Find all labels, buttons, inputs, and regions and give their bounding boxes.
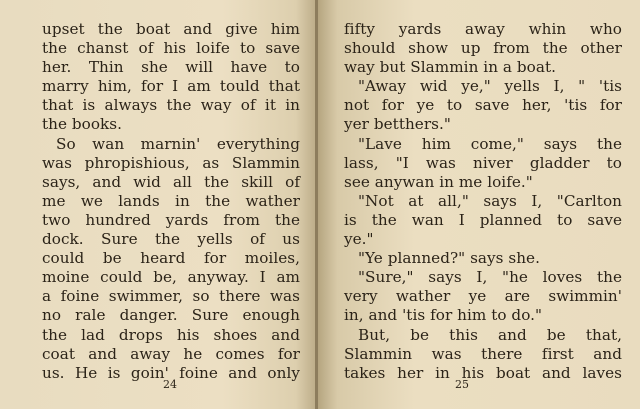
right-line-4: "Away wid ye," yells I, " 'tis [358,77,622,96]
left-line-1: upset the boat and give him [42,20,300,38]
right-line-3: way but Slammin in a boat. [344,58,556,77]
right-line-1: fifty yards away whin who [344,20,622,38]
left-line-2: the chanst of his loife to save [42,39,300,58]
left-page-text [42,20,300,383]
left-page-number: 24 [163,378,177,391]
right-page-number: 25 [455,378,469,391]
left-line-5: that is always the way of it in [42,96,300,115]
right-line-10: "Not at all," says I, "Carlton [358,191,622,210]
right-line-9: see anywan in me loife." [344,172,533,191]
right-line-17: But, be this and be that, [358,325,622,344]
left-line-4: marry him, for I am tould that [42,77,300,96]
left-line-18: coat and away he comes for [42,344,300,363]
left-line-11: two hundred yards from the [42,210,300,229]
right-line-19: takes her in his boat and laves [344,363,622,382]
left-line-17: the lad drops his shoes and [42,325,300,344]
left-line-8: was phropishious, as Slammin [42,153,300,172]
left-line-6: the books. [42,115,123,134]
right-line-6: yer betthers." [344,115,451,134]
right-line-11: is the wan I planned to save [344,210,622,229]
right-line-15: very wather ye are swimmin' [344,287,622,306]
right-line-14: "Sure," says I, "he loves the [358,268,622,287]
right-page-text [344,20,622,383]
right-line-5: not for ye to save her, 'tis for [344,96,622,115]
right-line-8: lass, "I was niver gladder to [344,153,622,172]
right-line-13: "Ye planned?" says she. [358,249,540,268]
left-line-16: no rale danger. Sure enough [42,306,300,325]
right-page [318,0,640,409]
right-line-12: ye." [344,230,374,249]
left-line-14: moine could be, anyway. I am [42,268,300,287]
left-page [0,0,318,409]
right-line-7: "Lave him come," says the [358,134,622,153]
left-line-12: dock. Sure the yells of us [42,230,300,249]
left-line-10: me we lands in the wather [42,191,300,210]
right-line-2: should show up from the other [344,39,622,58]
left-line-19: us. He is goin' foine and only [42,363,300,382]
right-line-16: in, and 'tis for him to do." [344,306,543,325]
left-line-9: says, and wid all the skill of [42,172,300,191]
left-line-3: her. Thin she will have to [42,58,300,77]
right-line-18: Slammin was there first and [344,344,622,363]
left-line-7: So wan marnin' everything [56,134,300,153]
left-line-13: could be heard for moiles, [42,249,300,268]
left-line-15: a foine swimmer, so there was [42,287,300,306]
